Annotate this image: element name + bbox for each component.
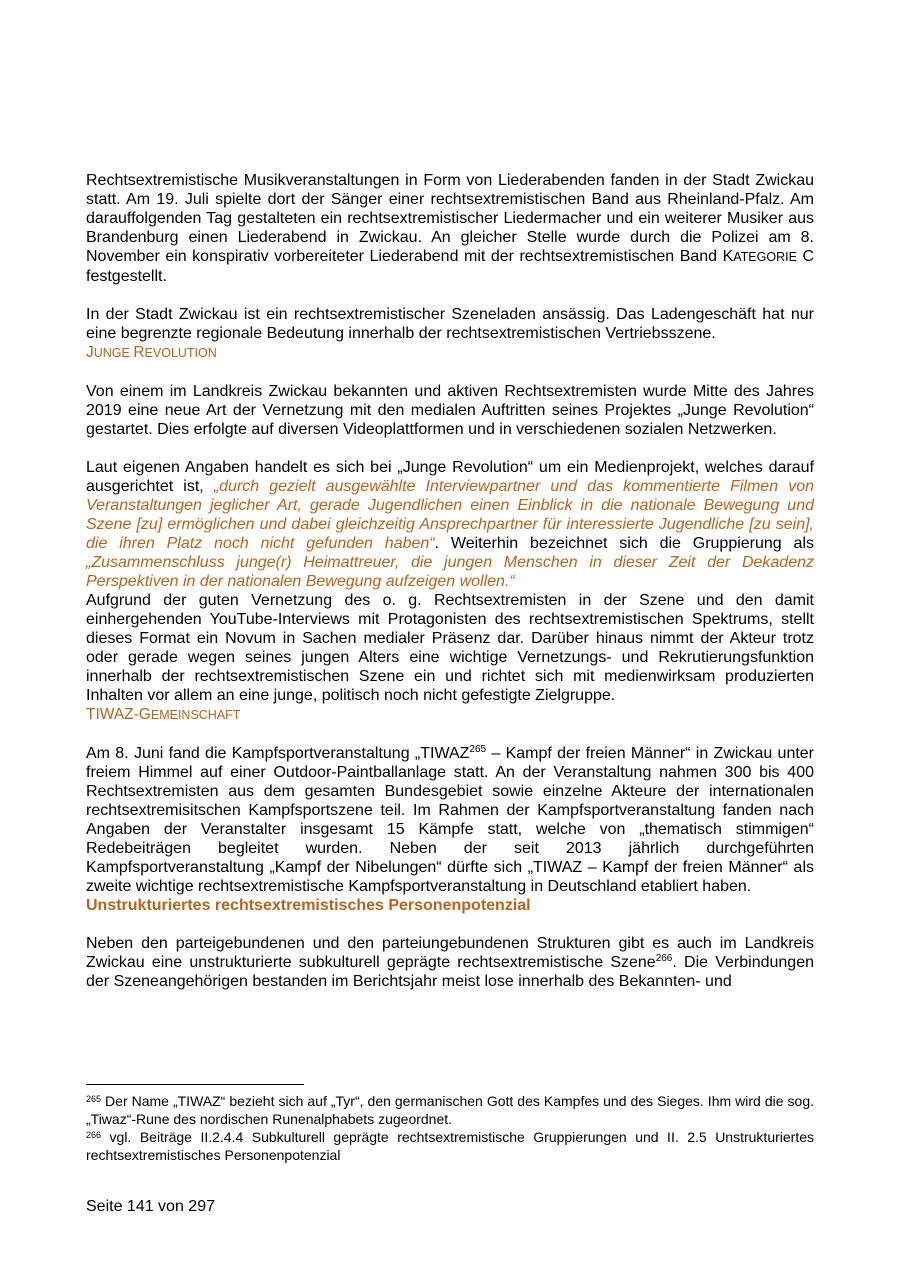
footnotes xyxy=(86,1092,814,1164)
paragraph-music-events: Rechtsextremistische Musikveranstaltungen in Form von Liederabenden fanden in der Stadt Zwickau statt. Am 19. Juli spielte dort der Sänger einer rechtsextremistischen Band aus Rheinland-Pfalz. Am darauffolgenden Tag gestalteten ein rechtsextremistischer Liedermacher und ein weiterer Musiker aus Brandenburg einen Liederabend in Zwickau. An gleicher Stelle wurde durch die Polizei am 8. November ein konspirativ vorbereiteter Liederabend mit der rechtsextremistischen Band KATEGORIE C festgestellt. xyxy=(86,172,815,285)
footnote-ref-265: 265 xyxy=(469,744,487,755)
paragraph-scene-shop: In der Stadt Zwickau ist ein rechtsextremistischer Szeneladen ansässig. Das Ladengeschäft hat nur eine begrenzte regionale Bedeutung innerhalb der rechtsextremistischen Vertriebsszene. xyxy=(86,306,814,342)
heading-unstructured-potential: Unstrukturiertes rechtsextremistisches Personenpotenzial xyxy=(86,897,531,914)
footnote-ref-266: 266 xyxy=(655,953,673,964)
paragraph-junge-revolution-intro: Von einem im Landkreis Zwickau bekannten und aktiven Rechtsextremisten wurde Mitte des Jahres 2019 eine neue Art der Vernetzung mit den medialen Auftritten seines Projektes „Junge Revolution“ gestartet. Dies erfolgte auf diversen Videoplattformen und in verschiedenen sozialen Netzwerken. xyxy=(86,383,814,438)
heading-junge-revolution: JUNGE REVOLUTION xyxy=(86,344,217,361)
quote-media-project: „durch gezielt ausgewählte Interviewpartner und das kommentierte Filmen von Veranstaltungen jeglicher Art, gerade Jugendlichen einen Einblick in die nationale Bewegung und Szene [zu] ermöglichen und dabei gleichzeitig Ansprechpartner für interessierte Jugendliche [zu sein], die ihren Platz noch nicht gefunden haben“ xyxy=(86,478,814,552)
page-number: Seite 141 von 297 xyxy=(86,1198,215,1215)
footnote-divider xyxy=(86,1084,304,1085)
main-content xyxy=(86,171,814,991)
paragraph-junge-revolution-quotes: Laut eigenen Angaben handelt es sich bei „Junge Revolution“ um ein Medienprojekt, welches darauf ausgerichtet ist, „durch gezielt ausgewählte Interviewpartner und das kommentierte Filmen von Veranstaltungen jeglicher Art, gerade Jugendlichen einen Einblick in die nationale Bewegung und Szene [zu] ermöglichen und dabei gleichzeitig Ansprechpartner für interessierte Jugendliche [zu sein], die ihren Platz noch nicht gefunden haben“. Weiterhin bezeichnet sich die Gruppierung als „Zusammenschluss junge(r) Heimattreuer, die jungen Menschen in dieser Zeit der Dekadenz Perspektiven in der nationalen Bewegung aufzeigen wollen.“ xyxy=(86,459,814,590)
footnote-265: $^{265}$ Der Name „TIWAZ“ bezieht sich auf „Tyr“, den germanischen Gott des Kampfes und des Sieges. Ihm wird die sog. „Tiwaz“-Rune des nordischen Runenalphabets zugeordnet. xyxy=(86,1093,814,1127)
footnote-266: $^{266}$ vgl. Beiträge II.2.4.4 Subkulturell geprägte rechtsextremistische Gruppierungen und II. 2.5 Unstrukturiertes rechtsextremistisches Personenpotenzial xyxy=(86,1129,814,1163)
heading-tiwaz-gemeinschaft: TIWAZ-GEMEINSCHAFT xyxy=(86,706,241,723)
paragraph-tiwaz-event: Am 8. Juni fand die Kampfsportveranstaltung „TIWAZ$^{265}$ – Kampf der freien Männer“ in Zwickau unter freiem Himmel auf einer Outdoor-Paintballanlage statt. An der Veranstaltung nahmen 300 bis 400 Rechtsextremisten aus dem gesamten Bundesgebiet sowie einzelne Akteure der internationalen rechtsextremisitschen Kampfsportszene teil. Im Rahmen der Kampfsportveranstaltung fanden nach Angaben der Veranstalter insgesamt 15 Kämpfe statt, welche von „thematisch stimmigen“ Redebeiträgen begleitet wurden. Neben der seit 2013 jährlich durchgeführten Kampfsportveranstaltung „Kampf der Nibelungen“ dürfte sich „TIWAZ – Kampf der freien Männer“ als zweite wichtige rechtsextremistische Kampfsportveranstaltung in Deutschland etabliert haben. xyxy=(86,744,815,895)
quote-group-description: „Zusammenschluss junge(r) Heimattreuer, die jungen Menschen in dieser Zeit der Dekadenz Perspektiven in der nationalen Bewegung aufzeigen wollen.“ xyxy=(86,554,814,590)
paragraph-unstructured-scene: Neben den parteigebundenen und den parteiungebundenen Strukturen gibt es auch im Landkreis Zwickau eine unstrukturierte subkulturell geprägte rechtsextremistische Szene$^{266}$. Die Verbindungen der Szeneangehörigen bestanden im Berichtsjahr meist lose innerhalb des Bekannten- und xyxy=(86,935,814,990)
paragraph-junge-revolution-networking: Aufgrund der guten Vernetzung des o. g. Rechtsextremisten in der Szene und den damit einhergehenden YouTube-Interviews mit Protagonisten des rechtsextremistischen Spektrums, stellt dieses Format ein Novum in Sachen medialer Präsenz dar. Darüber hinaus nimmt der Akteur trotz oder gerade wegen seines jungen Alters eine wichtige Vernetzungs- und Rekrutierungsfunktion innerhalb der rechtsextremistischen Szene ein und richtet sich mit medienwirksam produzierten Inhalten vor allem an eine junge, politisch noch nicht gefestigte Zielgruppe. xyxy=(86,592,814,704)
